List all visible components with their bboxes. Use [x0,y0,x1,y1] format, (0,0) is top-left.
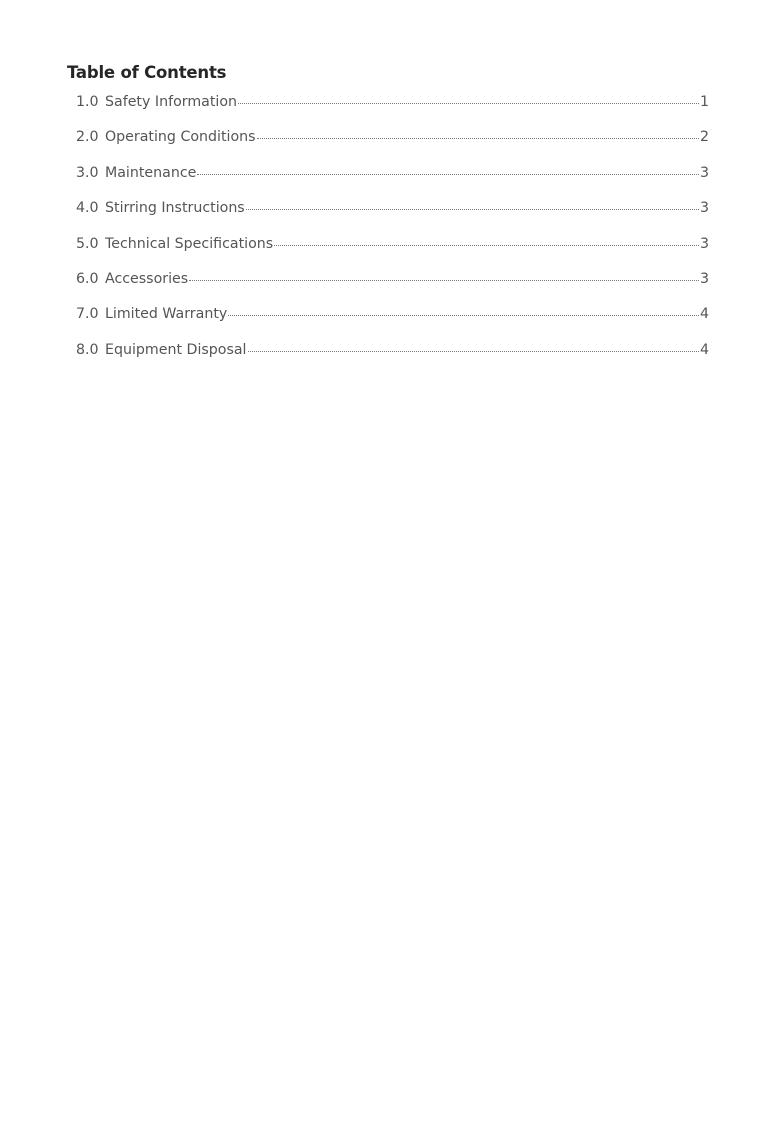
toc-entry-page: 1 [699,94,709,110]
toc-entry-label: Limited Warranty [105,306,228,323]
toc-entry-technical-specifications[interactable] [76,236,709,271]
toc-dot-leader [238,102,699,104]
toc-entry-limited-warranty[interactable] [76,306,709,341]
toc-entry-page: 3 [699,235,709,252]
toc-entry-number: 6.0 [76,270,99,287]
toc-entry-stirring-instructions[interactable] [76,200,709,235]
toc-dot-leader [228,314,699,316]
toc-entry-operating-conditions[interactable] [76,129,709,164]
toc-dot-leader [274,244,699,246]
toc-entry-maintenance[interactable] [76,165,709,200]
toc-entry-page: 2 [699,129,709,146]
toc-entry-number: 5.0 [76,235,99,252]
toc-entry-number: 8.0 [76,341,99,358]
toc-entry-page: 3 [699,200,709,217]
toc-entry-number: 4.0 [76,200,99,217]
toc-entry-number: 1.0 [76,94,99,110]
toc-entry-label: Technical Specifications [105,235,274,252]
toc-entry-label: Stirring Instructions [105,200,245,217]
toc-entry-number: 7.0 [76,306,99,323]
toc-entry-number: 3.0 [76,164,99,181]
toc-entry-label: Safety Information [105,94,238,110]
toc-dot-leader [246,208,699,210]
toc-dot-leader [197,173,699,175]
toc-entry-page: 3 [699,164,709,181]
toc-entry-label: Accessories [105,270,189,287]
toc-title: Table of Contents [67,63,227,82]
toc-entry-label: Equipment Disposal [105,341,247,358]
toc-entry-number: 2.0 [76,129,99,146]
toc-entry-accessories[interactable] [76,271,709,306]
toc-entry-page: 4 [699,341,709,358]
toc-dot-leader [257,137,699,139]
toc-entry-safety-information[interactable] [76,94,709,129]
toc-entry-label: Maintenance [105,164,197,181]
toc-list [76,94,709,377]
toc-dot-leader [189,279,699,281]
toc-entry-page: 3 [699,270,709,287]
toc-entry-label: Operating Conditions [105,129,256,146]
toc-entry-equipment-disposal[interactable] [76,342,709,377]
toc-entry-page: 4 [699,306,709,323]
toc-dot-leader [248,350,699,352]
